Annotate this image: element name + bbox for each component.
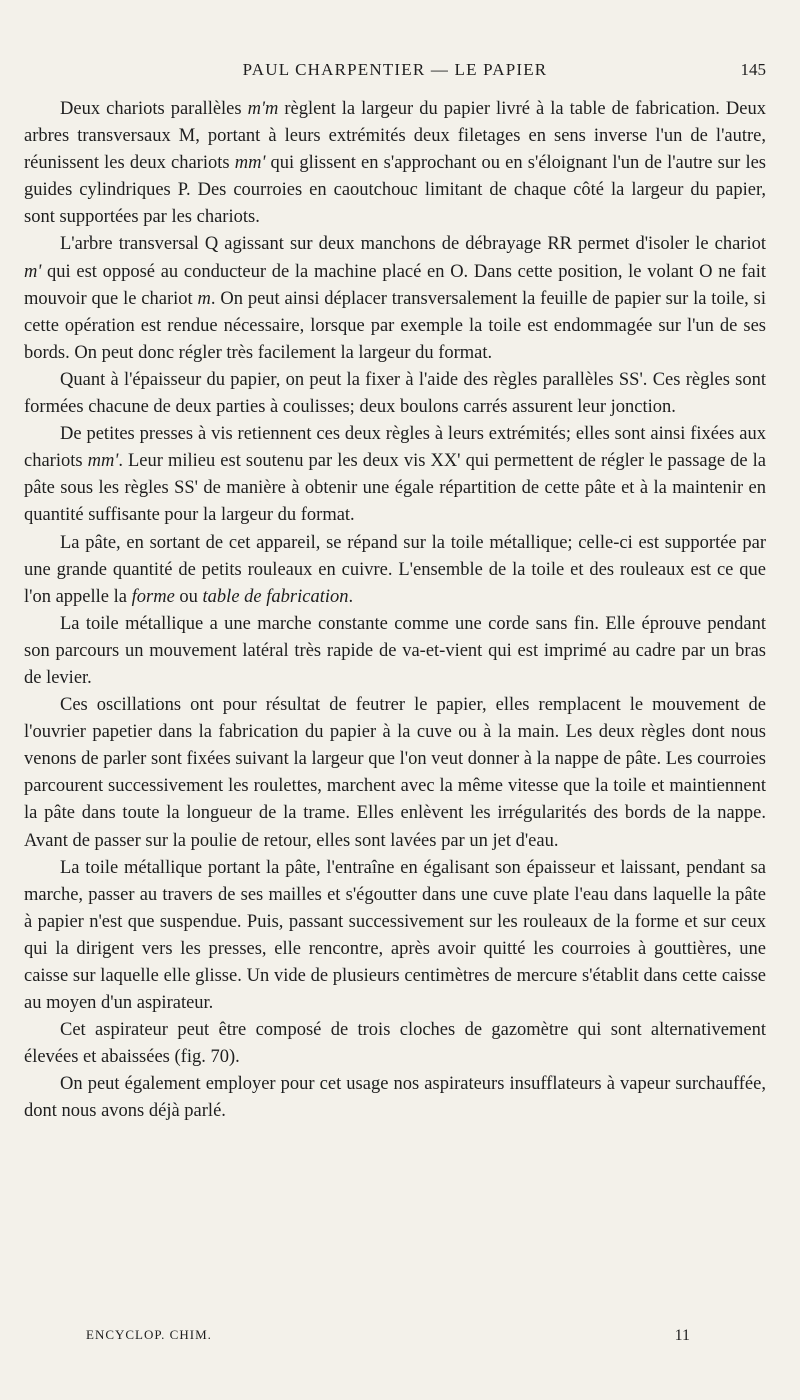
text-run: . On peut ainsi déplacer transversalement la feuille de papier sur la toile, si cette opération est rendue nécessaire, lorsque par exemple la toile est endommagée sur l'un de ses bords. On peut donc régler très facilement la largeur du format. bbox=[24, 288, 766, 363]
paragraph bbox=[24, 96, 766, 231]
text-run: La pâte, en sortant de cet appareil, se répand sur la toile métallique; celle-ci est supportée par une grande quantité de petits rouleaux en cuivre. L'ensemble de la toile et des rouleaux est ce que l'on appelle la bbox=[24, 532, 766, 607]
text-run: qui est opposé au conducteur de la machine placé en O. Dans cette position, le volant O ne fait mouvoir que le chariot bbox=[24, 261, 766, 309]
text-run: Quant à l'épaisseur du papier, on peut la fixer à l'aide des règles parallèles SS'. Ces règles sont formées chacune de deux parties à coulisses; deux boulons carrés assurent leur jonction. bbox=[24, 369, 766, 418]
italic-term: forme bbox=[131, 586, 175, 607]
paragraph bbox=[24, 1071, 766, 1125]
text-run: De petites presses à vis retiennent ces deux règles à leurs extrémités; elles sont ainsi fixées aux chariots bbox=[24, 424, 766, 472]
italic-term: mm' bbox=[87, 451, 119, 472]
signature-left: ENCYCLOP. CHIM. bbox=[86, 1327, 212, 1342]
text-run: ou bbox=[174, 586, 203, 607]
paragraph bbox=[24, 231, 766, 366]
paragraph bbox=[24, 692, 766, 855]
italic-term: m' bbox=[24, 261, 42, 282]
running-title: PAUL CHARPENTIER — LE PAPIER bbox=[242, 60, 548, 79]
paragraph bbox=[24, 367, 766, 421]
text-run: La toile métallique portant la pâte, l'entraîne en égalisant son épaisseur et laissant, pendant sa marche, passer au travers de ses mailles et s'égoutter dans une cuve plate l'eau dans laquelle la pâte à papier n'est que suspendue. Puis, passant successivement sur les rouleaux de la forme et sur ceux qui la dirigent vers les presses, elle rencontre, après avoir quitté les courroies à gouttières, une caisse sur laquelle elle glisse. Un vide de plusieurs centimètres de mercure s'établit dans cette caisse au moyen d'un aspirateur. bbox=[24, 857, 766, 1014]
paragraph bbox=[24, 855, 766, 1018]
text-run: règlent la largeur du papier livré à la table de fabrication. Deux arbres transversaux M, portant à leurs extrémités deux filetages en sens inverse l'un de l'autre, réunissent les deux chariots bbox=[24, 99, 766, 174]
text-run: Deux chariots parallèles bbox=[60, 99, 248, 119]
printer-signature bbox=[86, 1327, 690, 1343]
paragraph bbox=[24, 1017, 766, 1071]
text-run: qui glissent en s'approchant ou en s'éloignant l'un de l'autre sur les guides cylindriques P. Des courroies en caoutchouc limitant de chaque côté la largeur du papier, sont supportées par les chariots. bbox=[24, 153, 766, 228]
italic-term: table de fabrication bbox=[202, 586, 349, 607]
italic-term: mm' bbox=[234, 153, 266, 174]
text-run: . Leur milieu est soutenu par les deux vis XX' qui permettent de régler le passage de la pâte sous les règles SS' de manière à obtenir une égale répartition de cette pâte et à la maintenir en quantité suffisante pour la largeur du format. bbox=[24, 451, 767, 526]
text-run: L'arbre transversal Q agissant sur deux manchons de débrayage RR permet d'isoler le chariot bbox=[60, 234, 766, 255]
signature-number: 11 bbox=[674, 1327, 690, 1344]
text-run: On peut également employer pour cet usage nos aspirateurs insufflateurs à vapeur surchauffée, dont nous avons déjà parlé. bbox=[24, 1074, 766, 1122]
text-run: Ces oscillations ont pour résultat de feutrer le papier, elles remplacent le mouvement de l'ouvrier papetier dans la fabrication du papier à la cuve ou à la main. Les deux règles dont nous venons de parler sont fixées suivant la largeur que l'on veut donner à la nappe de pâte. Les courroies parcourent successivement les roulettes, marchent avec la même vitesse que la toile et maintiennent la pâte dans toute la longueur de la trame. Elles enlèvent les irrégularités des bords de la nappe. Avant de passer sur la poulie de retour, elles sont lavées par un jet d'eau. bbox=[24, 695, 766, 851]
paragraph bbox=[24, 611, 766, 692]
paragraph bbox=[24, 421, 766, 529]
italic-term: m'm bbox=[247, 99, 279, 119]
paragraph bbox=[24, 530, 766, 611]
text-run: . bbox=[348, 586, 354, 607]
book-page bbox=[24, 56, 766, 1126]
body-text bbox=[24, 96, 766, 1126]
text-run: Cet aspirateur peut être composé de trois cloches de gazomètre qui sont alternativement élevées et abaissées (fig. 70). bbox=[24, 1020, 766, 1068]
running-header bbox=[24, 56, 766, 86]
italic-term: m bbox=[197, 288, 211, 309]
text-run: La toile métallique a une marche constante comme une corde sans fin. Elle éprouve pendant son parcours un mouvement latéral très rapide de va-et-vient qui est imprimé au cadre par un bras de levier. bbox=[24, 613, 766, 688]
page-number: 145 bbox=[740, 60, 766, 79]
